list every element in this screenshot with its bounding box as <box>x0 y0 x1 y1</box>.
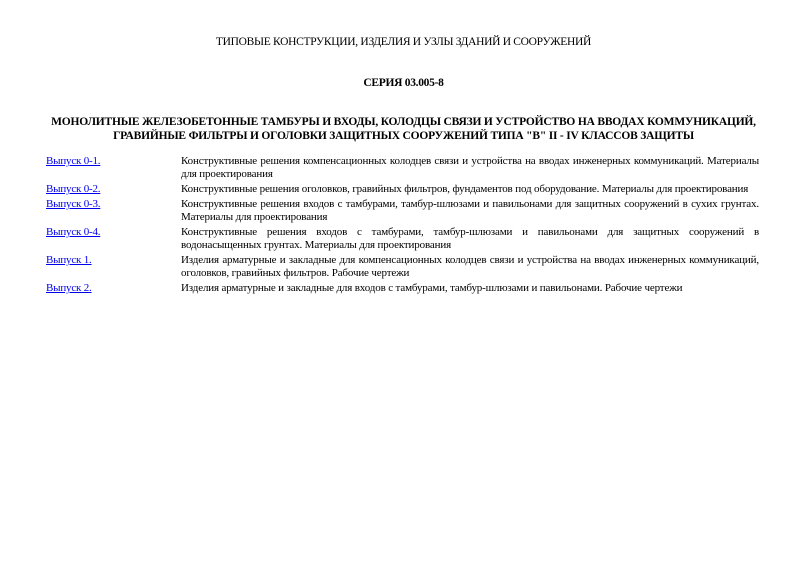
issue-link-2[interactable]: Выпуск 2. <box>46 282 92 294</box>
issue-row <box>46 254 759 280</box>
issue-description: Конструктивные решения компенсационных колодцев связи и устройства на вводах инженерных коммуникаций. Материалы для проектирования <box>181 155 759 180</box>
issue-row <box>46 198 759 224</box>
issues-list <box>46 155 759 297</box>
series-number: СЕРИЯ 03.005-8 <box>363 77 444 89</box>
issue-link-0-1[interactable]: Выпуск 0-1. <box>46 155 101 167</box>
issue-link-0-4[interactable]: Выпуск 0-4. <box>46 226 101 238</box>
issue-description: Изделия арматурные и закладные для входов с тамбурами, тамбур-шлюзами и павильонами. Рабочие чертежи <box>181 282 683 294</box>
issue-description: Конструктивные решения входов с тамбурами, тамбур-шлюзами и павильонами для защитных сооружений в сухих грунтах. Материалы для проектирования <box>181 198 759 223</box>
issue-row <box>46 282 759 295</box>
issue-description: Конструктивные решения входов с тамбурами, тамбур-шлюзами и павильонами для защитных сооружений в водонасыщенных грунтах. Материалы для проектирования <box>181 226 759 251</box>
issue-description: Изделия арматурные и закладные для компенсационных колодцев связи и устройства на вводах инженерных коммуникаций, оголовков, гравийных фильтров. Рабочие чертежи <box>181 254 759 279</box>
issue-row <box>46 226 759 252</box>
document-title: МОНОЛИТНЫЕ ЖЕЛЕЗОБЕТОННЫЕ ТАМБУРЫ И ВХОДЫ, КОЛОДЦЫ СВЯЗИ И УСТРОЙСТВО НА ВВОДАХ КОММУНИКАЦИЙ, ГРАВИЙНЫЕ ФИЛЬТРЫ И ОГОЛОВКИ ЗАЩИТНЫХ СООРУЖЕНИЙ ТИПА "В" II - IV КЛАССОВ ЗАЩИТЫ <box>51 116 756 142</box>
issue-link-0-3[interactable]: Выпуск 0-3. <box>46 198 101 210</box>
issue-row <box>46 183 759 196</box>
issue-row <box>46 155 759 181</box>
series-title: ТИПОВЫЕ КОНСТРУКЦИИ, ИЗДЕЛИЯ И УЗЛЫ ЗДАНИЙ И СООРУЖЕНИЙ <box>215 36 592 48</box>
issue-link-1[interactable]: Выпуск 1. <box>46 254 92 266</box>
issue-link-0-2[interactable]: Выпуск 0-2. <box>46 183 101 195</box>
issue-description: Конструктивные решения оголовков, гравийных фильтров, фундаментов под оборудование. Материалы для проектирования <box>181 183 749 195</box>
